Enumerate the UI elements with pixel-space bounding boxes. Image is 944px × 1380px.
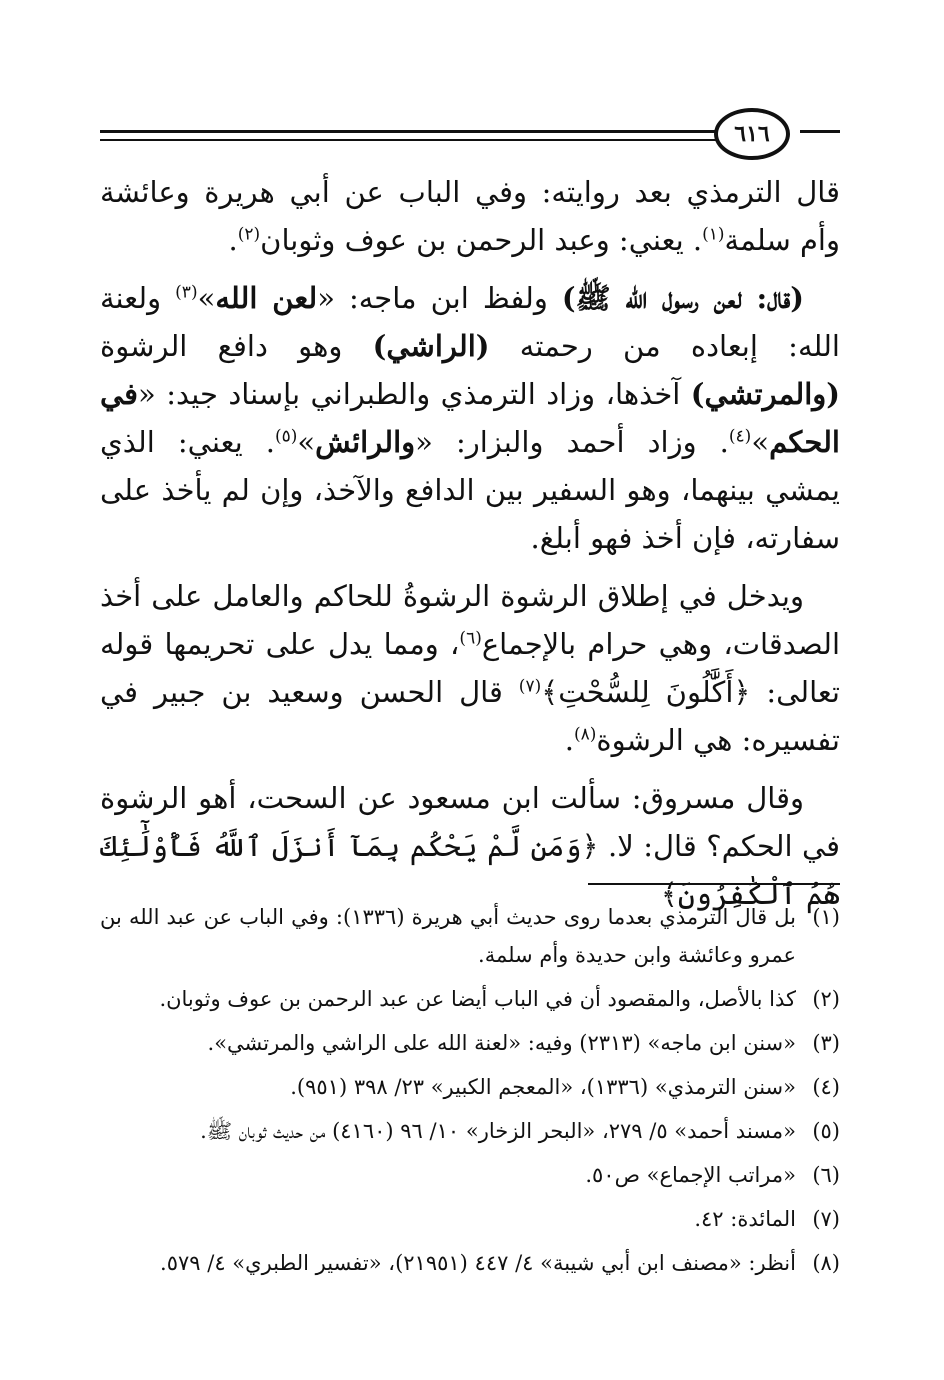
text-run: . (564, 723, 574, 757)
footnote-3 (100, 1024, 840, 1062)
main-text (100, 168, 840, 928)
paragraph-1 (100, 168, 840, 264)
footnote-number: (٦) (812, 1163, 840, 1187)
footnote-ref: (٣) (175, 282, 198, 303)
text-run: . وزاد أحمد والبزار: « (415, 425, 729, 459)
footnote-text: «مسند أحمد» ٥/ ٢٧٩، «البحر الزخار» ١٠/ ٩٦ (٤١٦٠) من حديث ثوبان ﷺ. (200, 1119, 796, 1143)
footnote-ref: (٨) (573, 724, 597, 745)
footnote-number: (٧) (812, 1207, 840, 1231)
bold-text: لعن الله (215, 281, 318, 315)
footnote-text: «مراتب الإجماع» ص٥٠. (585, 1163, 796, 1187)
footnote-number: (٨) (812, 1251, 840, 1275)
header-rule-right (800, 130, 840, 133)
footnote-text: أنظر: «مصنف ابن أبي شيبة» ٤/ ٤٤٧ (٢١٩٥١)، «تفسير الطبري» ٤/ ٥٧٩. (160, 1251, 796, 1275)
footnotes (100, 898, 840, 1288)
bold-text: (والمرتشي) (690, 377, 840, 411)
footnote-text: المائدة: ٤٢. (694, 1207, 796, 1231)
quran-verse: ﴿وَمَن لَّمْ يَحْكُم بِمَآ أَنزَلَ ٱللَّهُ فَأُوْلَٰٓئِكَ هُمُ ٱلْكَٰفِرُونَ﴾ (100, 829, 840, 911)
paragraph-2 (100, 274, 840, 562)
header-rule-thick (100, 130, 720, 133)
text-run: وقال مسروق: سألت ابن مسعود عن السحت، أهو الرشوة في الحكم؟ قال: لا. (100, 781, 840, 863)
footnote-number: (٢) (812, 987, 840, 1011)
footnote-number: (١) (812, 905, 840, 929)
text-run: ولفظ ابن ماجه: « (317, 281, 562, 315)
bold-text: في الحكم (100, 377, 840, 459)
footnote-5 (100, 1112, 840, 1150)
footnote-ref: (٢) (237, 224, 261, 245)
footnote-8 (100, 1244, 840, 1282)
text-run: وهو دافع الرشوة (100, 329, 373, 363)
text-run: . يعني: وعبد الرحمن بن عوف وثوبان (260, 223, 703, 257)
text-run: ولعنة الله: إبعاده من رحمته (100, 281, 840, 363)
header-rule-thin (100, 139, 720, 141)
page-number: ٦١٦ (714, 108, 790, 160)
quran-verse: ﴿أَكَّٰلُونَ لِلسُّحْتِ﴾ (541, 675, 751, 709)
footnote-ref: (٥) (274, 426, 298, 447)
page-header (100, 108, 840, 164)
footnote-7 (100, 1200, 840, 1238)
footnote-ref: (١) (702, 224, 725, 245)
text-run: ، ومما يدل على تحريمها قوله تعالى: (100, 627, 840, 709)
footnote-text: «سنن ابن ماجه» (٢٣١٣) وفيه: «لعنة الله على الراشي والمرتشي». (207, 1031, 796, 1055)
text-run: قال الحسن وسعيد بن جبير في تفسيره: هي الرشوة (100, 675, 840, 757)
footnote-1 (100, 898, 840, 974)
bold-text: (قال: لعن رسول الله ﷺ) (561, 281, 804, 315)
footnote-4 (100, 1068, 840, 1106)
footnote-separator (588, 883, 840, 885)
text-run: » (297, 425, 316, 459)
text-run: . يعني: الذي يمشي بينهما، وهو السفير بين الدافع والآخذ، وإن لم يأخذ على سفارته، فإن أخذ فهو أبلغ. (100, 425, 840, 555)
footnote-text: «سنن الترمذي» (١٣٣٦)، «المعجم الكبير» ٢٣/ ٣٩٨ (٩٥١). (290, 1075, 796, 1099)
footnote-ref: (٤) (728, 426, 752, 447)
footnote-number: (٥) (812, 1119, 840, 1143)
footnote-ref: (٧) (518, 676, 542, 697)
text-run: آخذها، وزاد الترمذي والطبراني بإسناد جيد: « (138, 377, 691, 411)
footnote-text: بل قال الترمذي بعدما روى حديث أبي هريرة (١٣٣٦): وفي الباب عن عبد الله بن عمرو وعائشة وابن حديدة وأم سلمة. (100, 905, 796, 967)
footnote-2 (100, 980, 840, 1018)
footnote-number: (٤) (812, 1075, 840, 1099)
text-run: قال الترمذي بعد روايته: وفي الباب عن أبي هريرة وعائشة وأم سلمة (100, 175, 840, 257)
text-run: . (228, 223, 238, 257)
footnote-ref: (٦) (459, 628, 482, 649)
paragraph-3 (100, 572, 840, 764)
paragraph-4 (100, 774, 840, 918)
footnote-text: كذا بالأصل، والمقصود أن في الباب أيضا عن عبد الرحمن بن عوف وثوبان. (159, 987, 796, 1011)
text-run: » (751, 425, 770, 459)
footnote-6 (100, 1156, 840, 1194)
bold-text: والرائش (315, 425, 416, 459)
bold-text: (الراشي) (372, 329, 490, 363)
text-run: ويدخل في إطلاق الرشوة الرشوةُ للحاكم والعامل على أخذ الصدقات، وهي حرام بالإجماع (100, 579, 841, 661)
text-run: » (197, 281, 216, 315)
footnote-number: (٣) (812, 1031, 840, 1055)
